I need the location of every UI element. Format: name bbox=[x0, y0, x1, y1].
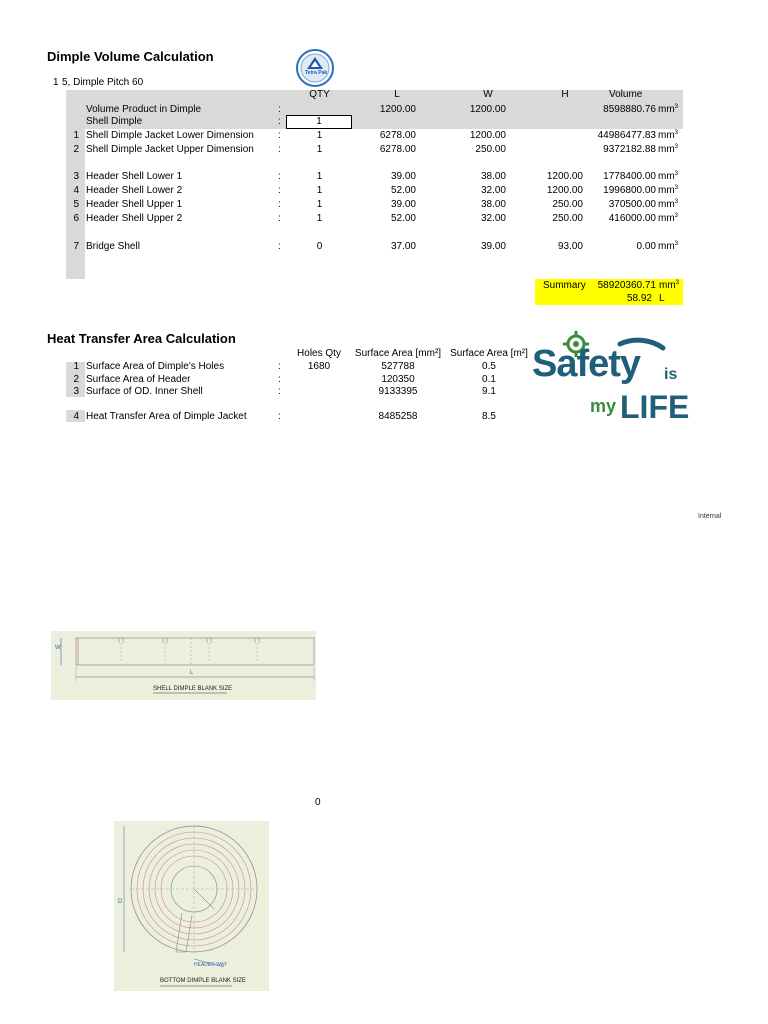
row-qty: 1 bbox=[316, 130, 323, 141]
row-colon: : bbox=[278, 199, 281, 210]
heat-row-number: 3 bbox=[73, 386, 79, 397]
row-l: 39.00 bbox=[390, 199, 416, 210]
subtitle-text: 5, Dimple Pitch 60 bbox=[62, 77, 144, 88]
dimple-title: Dimple Volume Calculation bbox=[47, 49, 214, 64]
row-unit: $mm^3$ bbox=[658, 185, 679, 196]
row-volume: 0.00 bbox=[636, 241, 656, 252]
bottom-dimple-drawing bbox=[114, 821, 269, 991]
row-qty: 1 bbox=[316, 144, 323, 155]
summary-unit-mm3: $mm^3$ bbox=[659, 280, 680, 291]
my-word: my bbox=[590, 396, 617, 416]
row-volume: 9372182.88 bbox=[603, 144, 656, 155]
row-h: 250.00 bbox=[552, 213, 583, 224]
row-number: 1 bbox=[73, 130, 79, 141]
heat-row-colon: : bbox=[278, 374, 281, 385]
heat-row-area-m2: 8.5 bbox=[482, 411, 496, 422]
classification-label: Internal bbox=[698, 513, 722, 520]
summary-value-l: 58.92 bbox=[626, 293, 652, 304]
heat-row-area-mm2: 9133395 bbox=[378, 386, 418, 397]
row-label: Header Shell Lower 1 bbox=[86, 171, 183, 182]
row-l: 6278.00 bbox=[379, 130, 416, 141]
tetra-pak-logo-text: Tetra Pak bbox=[305, 70, 328, 76]
drawing1-w-label: W bbox=[55, 645, 61, 651]
shell-dimple-qty: 1 bbox=[316, 116, 322, 127]
row-h: 1200.00 bbox=[546, 171, 583, 182]
summary-unit-l: L bbox=[659, 293, 665, 304]
col-header-w: W bbox=[483, 89, 493, 100]
col-header-volume: Volume bbox=[609, 89, 643, 100]
col-header-h: H bbox=[561, 89, 569, 100]
row-qty: 1 bbox=[316, 213, 323, 224]
heat-row-label: Surface of OD. Inner Shell bbox=[86, 386, 203, 397]
row-w: 39.00 bbox=[480, 241, 506, 252]
heat-row-number: 1 bbox=[73, 361, 79, 372]
row-label: Header Shell Upper 1 bbox=[86, 199, 183, 210]
drawing1-caption: SHELL DIMPLE BLANK SIZE bbox=[153, 686, 233, 692]
row-label: Shell Dimple Jacket Lower Dimension bbox=[86, 130, 254, 141]
row-w: 32.00 bbox=[480, 213, 506, 224]
col-header-l: L bbox=[394, 89, 400, 100]
shell-dimple-drawing bbox=[51, 631, 316, 700]
heat-row-label: Heat Transfer Area of Dimple Jacket bbox=[86, 411, 247, 422]
heat-col-area-mm2: Surface Area [mm²] bbox=[354, 348, 442, 359]
product-unit: $mm^3$ bbox=[658, 104, 679, 115]
heat-row-label: Surface Area of Header bbox=[86, 374, 191, 385]
row-volume: 44986477.83 bbox=[597, 130, 656, 141]
col-header-qty: QTY bbox=[309, 89, 330, 100]
row-number: 4 bbox=[73, 185, 79, 196]
shell-dimple-label: Shell Dimple bbox=[86, 116, 143, 127]
row-colon: : bbox=[278, 185, 281, 196]
heat-row-area-m2: 0.1 bbox=[482, 374, 496, 385]
subtitle-number: 1 bbox=[53, 77, 59, 88]
row-l: 52.00 bbox=[390, 213, 416, 224]
row-unit: $mm^3$ bbox=[658, 241, 679, 252]
lone-zero-value: 0 bbox=[315, 797, 321, 808]
product-label: Volume Product in Dimple bbox=[86, 104, 202, 115]
heat-row-area-mm2: 8485258 bbox=[378, 411, 418, 422]
drawing2-d-label: D bbox=[118, 899, 123, 905]
heat-row-area-m2: 0.5 bbox=[482, 361, 496, 372]
heat-row-number: 4 bbox=[73, 411, 79, 422]
row-w: 1200.00 bbox=[469, 130, 506, 141]
heat-row-area-mm2: 527788 bbox=[381, 361, 415, 372]
product-volume: 8598880.76 bbox=[603, 104, 656, 115]
row-l: 37.00 bbox=[390, 241, 416, 252]
row-unit: $mm^3$ bbox=[658, 171, 679, 182]
row-number: 6 bbox=[73, 213, 79, 224]
row-number: 7 bbox=[73, 241, 79, 252]
row-volume: 1778400.00 bbox=[603, 171, 656, 182]
row-w: 250.00 bbox=[475, 144, 506, 155]
row-unit: $mm^3$ bbox=[658, 130, 679, 141]
heat-col-holes-qty: Holes Qty bbox=[297, 348, 341, 359]
row-label: Shell Dimple Jacket Upper Dimension bbox=[86, 144, 254, 155]
heat-col-area-m2: Surface Area [m²] bbox=[450, 348, 528, 359]
safety-is-my-life-logo bbox=[532, 316, 690, 432]
row-unit: $mm^3$ bbox=[658, 213, 679, 224]
heat-row-colon: : bbox=[278, 386, 281, 397]
row-qty: 0 bbox=[316, 241, 323, 252]
safety-word: Safety bbox=[532, 343, 641, 385]
row-label: Header Shell Lower 2 bbox=[86, 185, 183, 196]
row-w: 38.00 bbox=[480, 199, 506, 210]
drawing2-header-way-label: HEADER WAY bbox=[194, 962, 228, 968]
row-unit: $mm^3$ bbox=[658, 199, 679, 210]
row-colon: : bbox=[278, 144, 281, 155]
row-l: 52.00 bbox=[390, 185, 416, 196]
heat-row-number: 2 bbox=[73, 374, 79, 385]
row-qty: 1 bbox=[316, 171, 323, 182]
row-qty: 1 bbox=[316, 199, 323, 210]
drawing1-l-label: L bbox=[190, 670, 194, 676]
row-colon: : bbox=[278, 213, 281, 224]
row-volume: 416000.00 bbox=[608, 213, 656, 224]
tetra-pak-logo bbox=[296, 49, 334, 87]
row-unit: $mm^3$ bbox=[658, 144, 679, 155]
row-colon: : bbox=[278, 241, 281, 252]
row-l: 6278.00 bbox=[379, 144, 416, 155]
row-colon: : bbox=[278, 130, 281, 141]
row-number: 3 bbox=[73, 171, 79, 182]
row-h: 93.00 bbox=[557, 241, 583, 252]
heat-row-label: Surface Area of Dimple's Holes bbox=[86, 361, 225, 372]
row-volume: 370500.00 bbox=[608, 199, 656, 210]
row-label: Bridge Shell bbox=[86, 241, 140, 252]
row-h: 250.00 bbox=[552, 199, 583, 210]
row-qty: 1 bbox=[316, 185, 323, 196]
heat-row-colon: : bbox=[278, 411, 281, 422]
row-volume: 1996800.00 bbox=[603, 185, 656, 196]
shell-dimple-colon: : bbox=[278, 116, 281, 127]
row-label: Header Shell Upper 2 bbox=[86, 213, 183, 224]
is-word: is bbox=[664, 366, 678, 383]
heat-row-area-mm2: 120350 bbox=[381, 374, 415, 385]
row-l: 39.00 bbox=[390, 171, 416, 182]
row-number: 5 bbox=[73, 199, 79, 210]
heat-title: Heat Transfer Area Calculation bbox=[47, 331, 236, 346]
row-h: 1200.00 bbox=[546, 185, 583, 196]
product-colon: : bbox=[278, 104, 281, 115]
row-colon: : bbox=[278, 171, 281, 182]
row-number: 2 bbox=[73, 144, 79, 155]
drawing2-caption: BOTTOM DIMPLE BLANK SIZE bbox=[160, 978, 246, 984]
summary-label: Summary bbox=[543, 280, 586, 291]
product-w: 1200.00 bbox=[469, 104, 506, 115]
row-w: 38.00 bbox=[480, 171, 506, 182]
product-l: 1200.00 bbox=[379, 104, 416, 115]
heat-row-area-m2: 9.1 bbox=[482, 386, 496, 397]
heat-row-colon: : bbox=[278, 361, 281, 372]
summary-value-mm3: 58920360.71 bbox=[597, 280, 656, 291]
heat-row-holes: 1680 bbox=[307, 361, 331, 372]
life-word: LIFE bbox=[620, 389, 690, 425]
row-w: 32.00 bbox=[480, 185, 506, 196]
